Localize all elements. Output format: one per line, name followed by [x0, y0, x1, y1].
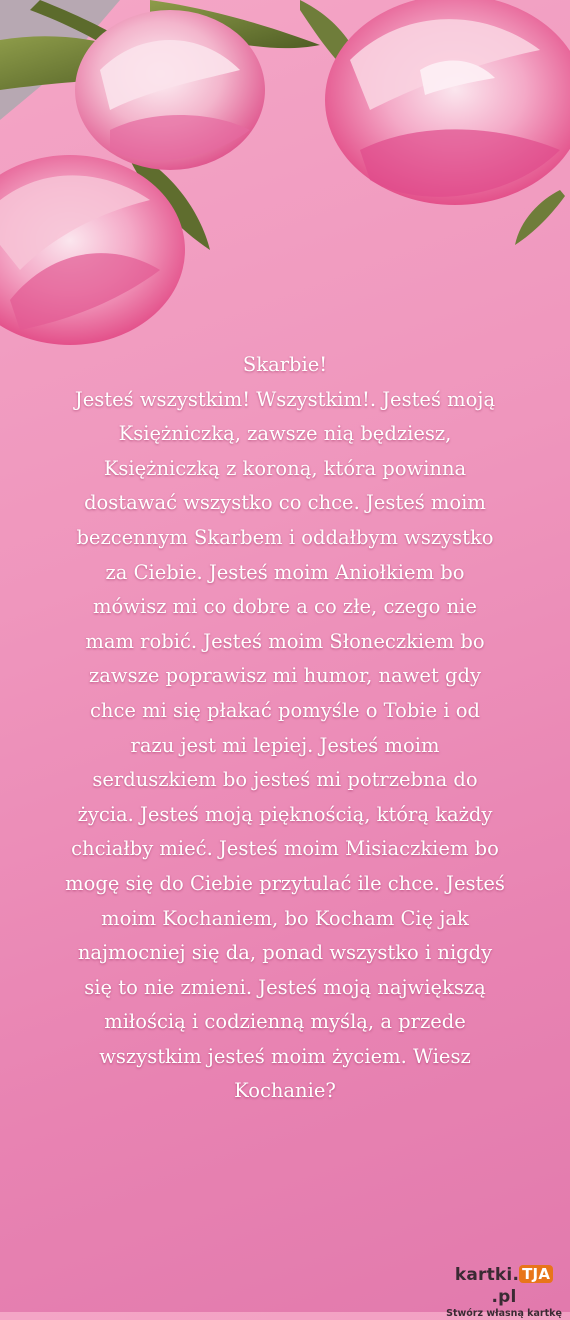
logo-badge: TJA — [519, 1265, 553, 1283]
site-logo[interactable] — [446, 1264, 562, 1319]
message-line: Księżniczką z koroną, która powinna — [103, 456, 467, 480]
message-line: wszystkim jesteś moim życiem. Wiesz — [99, 1044, 471, 1068]
message-line: mogę się do Ciebie przytulać ile chce. Jesteś — [65, 871, 505, 895]
message-line: dostawać wszystko co chce. Jesteś moim — [84, 491, 486, 515]
message-line: chce mi się płakać pomyśle o Tobie i od — [89, 698, 481, 722]
logo-suffix: .pl — [491, 1287, 517, 1307]
greeting-line: Skarbie! — [242, 353, 328, 376]
card-message — [48, 348, 522, 1109]
roses-image — [0, 0, 570, 380]
message-line: najmocniej się da, ponad wszystko i nigdy — [77, 941, 493, 965]
message-line: życia. Jesteś moją pięknością, którą każdy — [77, 802, 493, 826]
message-line: zawsze poprawisz mi humor, nawet gdy — [89, 664, 481, 688]
message-line: chciałby mieć. Jesteś moim Misiaczkiem bo — [71, 837, 499, 861]
message-line: serduszkiem bo jesteś mi potrzebna do — [92, 768, 478, 792]
message-line: razu jest mi lepiej. Jesteś moim — [130, 733, 440, 757]
logo-tagline: Stwórz własną kartkę — [446, 1308, 562, 1319]
message-line: moim Kochaniem, bo Kocham Cię jak — [101, 906, 469, 930]
message-line: miłością i codzienną myślą, a przede — [104, 1010, 466, 1034]
message-line: mówisz mi co dobre a co złe, czego nie — [93, 595, 477, 619]
message-line: mam robić. Jesteś moim Słoneczkiem bo — [85, 629, 485, 653]
message-line: bezcennym Skarbem i oddałbym wszystko — [76, 525, 494, 549]
message-line: Księżniczką, zawsze nią będziesz, — [118, 422, 452, 446]
message-line: za Ciebie. Jesteś moim Aniołkiem bo — [105, 560, 465, 584]
message-line: Jesteś wszystkim! Wszystkim!. Jesteś moją — [74, 387, 496, 411]
logo-text — [446, 1264, 562, 1308]
message-line: Kochanie? — [234, 1079, 336, 1103]
message-line: się to nie zmieni. Jesteś moją największą — [84, 975, 486, 999]
logo-prefix: kartki. — [454, 1265, 520, 1285]
